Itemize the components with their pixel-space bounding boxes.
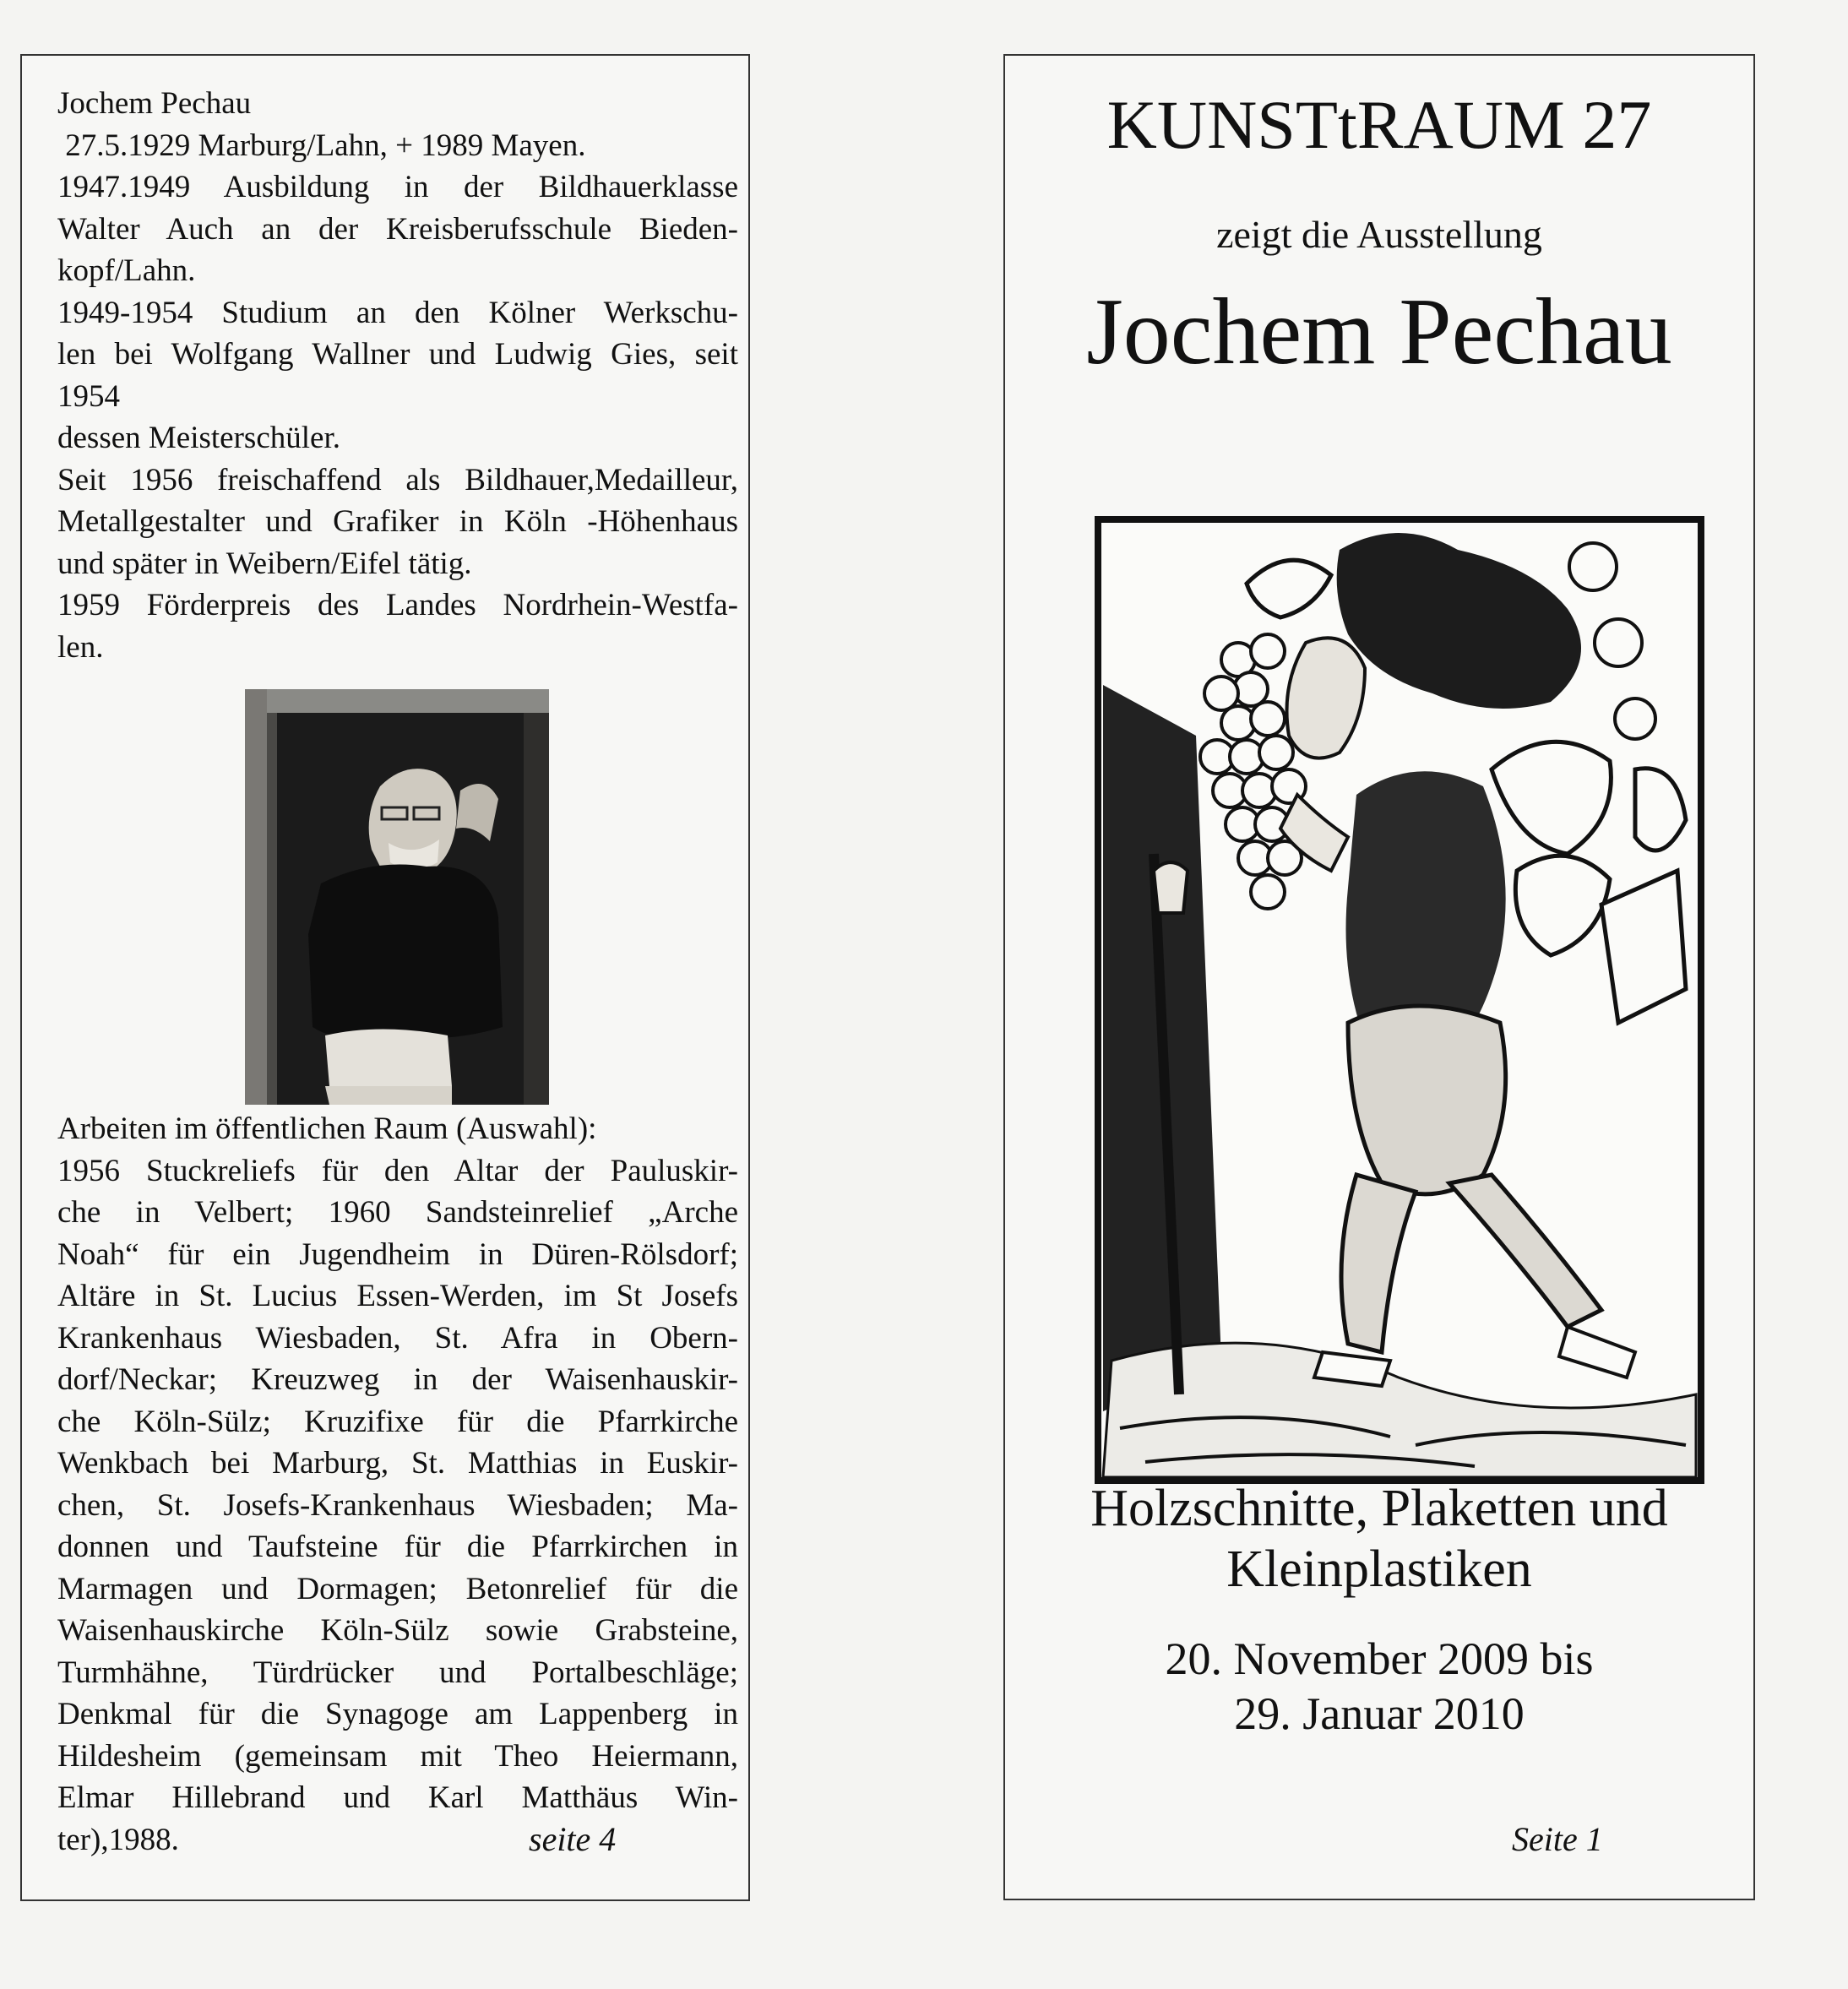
bio-line: kopf/Lahn. bbox=[57, 253, 196, 288]
works-line: chen, St. Josefs-Krankenhaus Wiesbaden; Ma- bbox=[57, 1487, 738, 1523]
bio-line: 1949-1954 Studium an den Kölner Werkschu- bbox=[57, 295, 738, 330]
venue-title: KUNSTtRAUM 27 bbox=[1106, 86, 1652, 163]
bio-line: len bei Wolfgang Wallner und Ludwig Gies, seit bbox=[57, 337, 738, 372]
exhibition-dates-line2: 29. Januar 2010 bbox=[1234, 1688, 1525, 1739]
page-number-left: seite 4 bbox=[529, 1820, 617, 1858]
bio-line: Metallgestalter und Grafiker in Köln -Höhenhaus bbox=[57, 504, 738, 539]
works-line: Marmagen und Dormagen; Betonrelief für die bbox=[57, 1571, 738, 1606]
biography bbox=[57, 83, 738, 668]
bio-line: 1954 bbox=[57, 378, 120, 414]
works-line: Altäre in St. Lucius Essen-Werden, im St Josefs bbox=[57, 1279, 738, 1313]
works-line: 1956 Stuckreliefs für den Altar der Pauluskir- bbox=[57, 1153, 738, 1188]
bio-name: Jochem Pechau bbox=[57, 86, 252, 121]
bio-line: Walter Auch an der Kreisberufsschule Bieden- bbox=[57, 211, 738, 247]
works-line: Hildesheim (gemeinsam mit Theo Heiermann, bbox=[57, 1738, 738, 1774]
artist-name: Jochem Pechau bbox=[1086, 280, 1672, 384]
exhibition-subtitle-line2: Kleinplastiken bbox=[1226, 1541, 1532, 1598]
left-page-panel bbox=[20, 54, 750, 1901]
works-line: dorf/Neckar; Kreuzweg in der Waisenhauskir- bbox=[57, 1362, 738, 1397]
bio-line: len. bbox=[57, 629, 104, 665]
works-line: Noah“ für ein Jugendheim in Düren-Rölsdorf; bbox=[57, 1236, 738, 1272]
works-last-line: ter),1988. bbox=[57, 1822, 179, 1857]
works-line: Wenkbach bei Marburg, St. Matthias in Euskir- bbox=[57, 1446, 738, 1481]
bio-line: dessen Meisterschüler. bbox=[57, 421, 340, 455]
works-line: donnen und Taufsteine für die Pfarrkirchen in bbox=[57, 1530, 738, 1564]
public-works bbox=[57, 1108, 738, 1861]
exhibition-dates-line1: 20. November 2009 bis bbox=[1165, 1633, 1594, 1684]
bio-line: und später in Weibern/Eifel tätig. bbox=[57, 546, 472, 581]
works-line: che Köln-Sülz; Kruzifixe für die Pfarrkirche bbox=[57, 1404, 738, 1439]
woodcut-illustration bbox=[1095, 516, 1704, 1484]
artist-portrait-photo bbox=[245, 689, 549, 1105]
right-page-panel bbox=[1003, 54, 1755, 1900]
works-line: Denkmal für die Synagoge am Lappenberg in bbox=[57, 1697, 738, 1731]
works-line: Krankenhaus Wiesbaden, St. Afra in Obern- bbox=[57, 1320, 738, 1356]
works-line: che in Velbert; 1960 Sandsteinrelief „Arche bbox=[57, 1195, 738, 1230]
exhibition-intro: zeigt die Ausstellung bbox=[1216, 213, 1542, 256]
works-line: Turmhähne, Türdrücker und Portalbeschläge; bbox=[57, 1655, 738, 1690]
bio-line: 1947.1949 Ausbildung in der Bildhauerklasse bbox=[57, 170, 738, 204]
works-line: Elmar Hillebrand und Karl Matthäus Win- bbox=[57, 1780, 738, 1815]
bio-line: 1959 Förderpreis des Landes Nordrhein-Westfa- bbox=[57, 588, 738, 622]
bio-line: Seit 1956 freischaffend als Bildhauer,Medailleur, bbox=[57, 462, 738, 497]
page-number-right: Seite 1 bbox=[1512, 1820, 1603, 1858]
bio-line: 27.5.1929 Marburg/Lahn, + 1989 Mayen. bbox=[57, 128, 586, 163]
works-heading: Arbeiten im öffentlichen Raum (Auswahl): bbox=[57, 1111, 597, 1146]
works-line: Waisenhauskirche Köln-Sülz sowie Grabsteine, bbox=[57, 1613, 738, 1648]
exhibition-subtitle-line1: Holzschnitte, Plaketten und bbox=[1090, 1480, 1668, 1537]
